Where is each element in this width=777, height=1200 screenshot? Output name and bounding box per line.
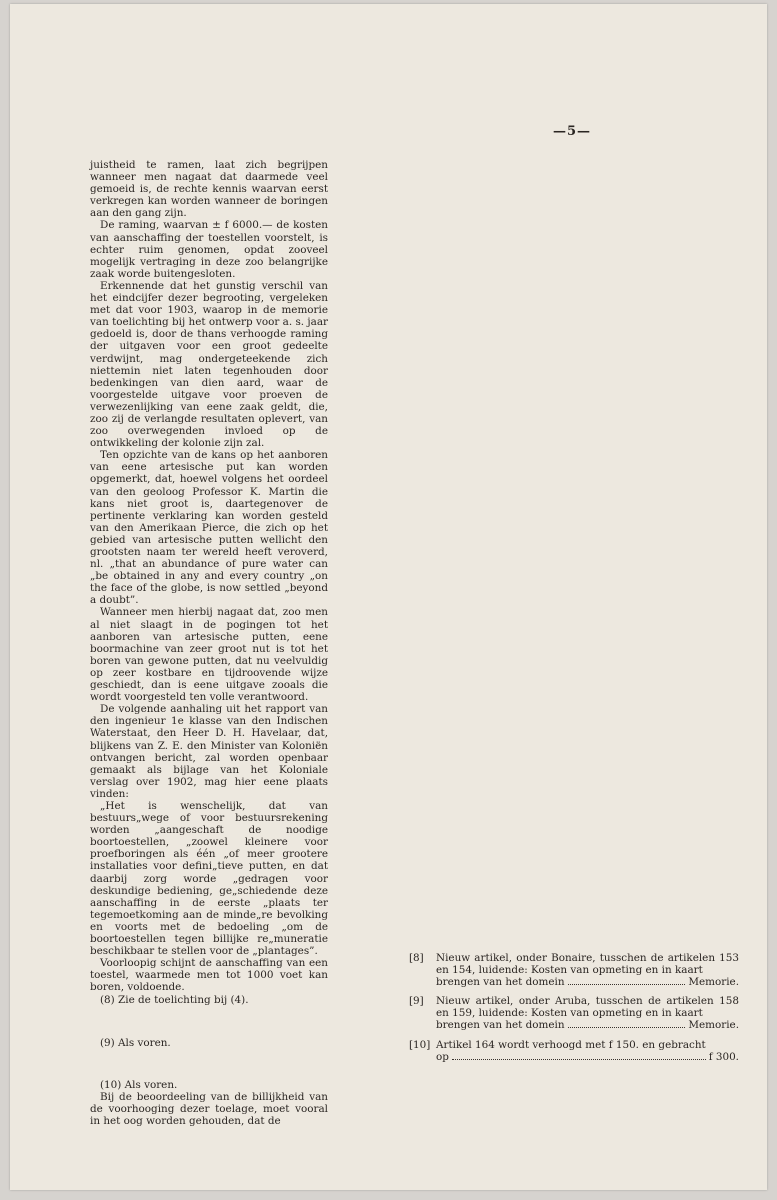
article-entry (409, 995, 739, 1031)
paragraph: Ten opzichte van de kans op het aanboren van eene artesische put kan worden opgemerkt, dat, hoewel volgens het oordeel van den geoloog Professor K. Martin die kans niet groot is, daartegenover de pertinente verklaring kan worden gesteld van den Amerikaan Pierce, die zich op het gebied van artesische putten wellicht den grootsten naam ter wereld heeft veroverd, nl. „that an abundance of pure water can „be obtained in any and every country „on the face of the globe, is now settled „beyond a doubt”. (90, 449, 328, 607)
paragraph: Wanneer men hierbij nagaat dat, zoo men al niet slaagt in de pogingen tot het aanboren van artesische putten, eene boormachine van zeer groot nut is tot het boren van gewone putten, dat nu veelvuldig op zeer kostbare en tijdroovende wijze geschiedt, dan is eene uitgave zooals die wordt voorgesteld ten volle verantwoord. (90, 606, 328, 704)
note-8: (8) Zie de toelichting bij (4). (100, 994, 249, 1007)
article-lead-text: brengen van het domein (436, 976, 565, 989)
paragraph: Bij de beoordeeling van de billijkheid van de voorhooging dezer toelage, moet vooral in het oog worden gehouden, dat de (90, 1090, 328, 1127)
article-lead-text: op (436, 1050, 449, 1063)
article-entry (409, 952, 739, 988)
paragraph: Erkennende dat het gunstig verschil van het eindcijfer dezer begrooting, vergeleken met dat voor 1903, waarop in de memorie van toelichting bij het ontwerp voor a. s. jaar gedoeld is, door de thans verhoogde raming der uitgaven voor een groot gedeelte verdwijnt, mag ondergeteekende zich niettemin niet laten tegenhouden door bedenkingen van dien aard, waar de voorgestelde uitgave voor proeven de verwezenlijking van eene zaak geldt, die, zoo zij de verlangde resultaten oplevert, van zoo overwegenden invloed op de ontwikkeling der kolonie zijn zal. (90, 279, 328, 450)
article-text: Nieuw artikel, onder Aruba, tusschen de artikelen 158 en 159, luidende: Kosten van opmeting en in kaart (436, 995, 739, 1020)
page-number: —5— (553, 124, 592, 139)
paragraph: De volgende aanhaling uit het rapport van den ingenieur 1e klasse van den Indischen Waterstaat, den Heer D. H. Havelaar, dat, blijkens van Z. E. den Minister van Koloniën ontvangen bericht, zal worden openbaar gemaakt als bijlage van het Koloniale verslag over 1902, mag hier eene plaats vinden: (90, 703, 328, 800)
note-9: (9) Als voren. (100, 1036, 171, 1049)
note-10: (10) Als voren. (100, 1078, 178, 1091)
leader-line (436, 976, 739, 988)
leader-line (436, 1051, 739, 1063)
article-value: f 300. (708, 1050, 739, 1063)
dotted-leader (452, 1059, 706, 1060)
right-column (409, 952, 739, 1070)
leader-line (436, 1019, 739, 1031)
dotted-leader (568, 984, 686, 985)
document-page (10, 4, 767, 1190)
article-value: Memorie. (688, 1019, 739, 1032)
article-lead-text: brengen van het domein (436, 1019, 565, 1032)
quotation: „Het is wenschelijk, dat van bestuurs„wege of voor bestuursrekening worden „aangeschaft de noodige boortoestellen, „zoowel kleinere voor proefboringen als één „of meer grootere installaties voor defini„tieve putten, en dat daarbij zorg worde „gedragen voor deskundige bediening, ge„schiedende deze aanschaffing in de eerste „plaats ter tegemoetkoming aan de minde„re bevolking en voorts met de bedoeling „om de boortoestellen tegen billijke re„muneratie beschikbaar te stellen voor de „plantages”. (90, 799, 328, 958)
paragraph: juistheid te ramen, laat zich begrijpen wanneer men nagaat dat daarmede veel gemoeid is, de rechte kennis waarvan eerst verkregen kan worden wanneer de boringen aan den gang zijn. (90, 159, 328, 220)
paragraph: Voorloopig schijnt de aanschaffing van een toestel, waarmede men tot 1000 voet kan boren, voldoende. (90, 957, 328, 994)
paragraph: De raming, waarvan ± f 6000.— de kosten van aanschaffing der toestellen voorstelt, is echter ruim genomen, opdat zooveel mogelijk vertraging in deze zoo belangrijke zaak worde buitengesloten. (90, 219, 328, 280)
article-number: [10] (409, 1038, 431, 1051)
left-column (90, 159, 328, 1127)
article-text: Artikel 164 wordt verhoogd met f 150. en gebracht (436, 1038, 706, 1051)
article-text: Nieuw artikel, onder Bonaire, tusschen de artikelen 153 en 154, luidende: Kosten van opmeting en in kaart (436, 952, 739, 977)
article-number: [8] (409, 952, 424, 964)
article-number: [9] (409, 995, 424, 1008)
article-entry (409, 1039, 739, 1063)
dotted-leader (568, 1027, 686, 1028)
article-value: Memorie. (688, 976, 739, 989)
